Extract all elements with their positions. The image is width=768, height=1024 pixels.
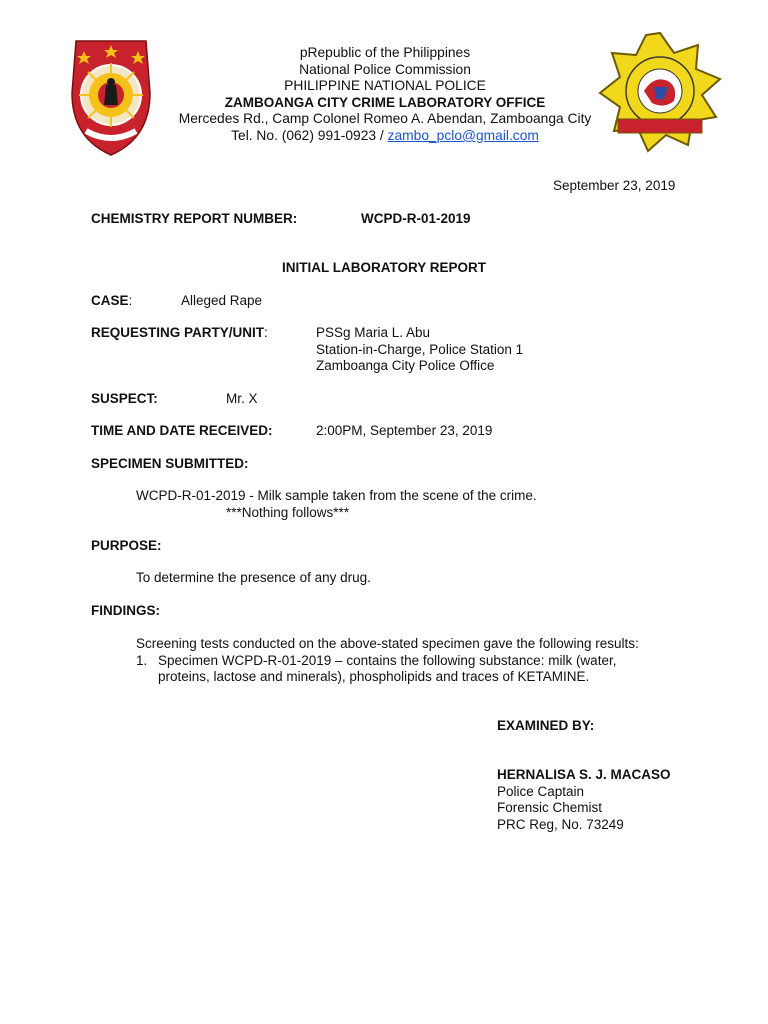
requesting-party-label: REQUESTING PARTY/UNIT xyxy=(91,325,265,340)
findings-label: FINDINGS: xyxy=(91,603,160,618)
examiner-name: HERNALISA S. J. MACASO xyxy=(497,767,671,782)
report-number-label: CHEMISTRY REPORT NUMBER: xyxy=(91,211,298,226)
telephone-number: Tel. No. (062) 991-0923 / xyxy=(231,127,388,143)
report-title: INITIAL LABORATORY REPORT xyxy=(281,260,486,275)
requesting-party-position: Station-in-Charge, Police Station 1 xyxy=(316,341,524,357)
crime-laboratory-badge-logo xyxy=(596,31,724,153)
findings-intro: Screening tests conducted on the above-stated specimen gave the following results: xyxy=(136,636,639,651)
nothing-follows: ***Nothing follows*** xyxy=(226,505,350,520)
suspect-label: SUSPECT: xyxy=(91,391,158,406)
specimen-description: WCPD-R-01-2019 - Milk sample taken from the scene of the crime. xyxy=(136,488,537,503)
specimen-label: SPECIMEN SUBMITTED: xyxy=(91,456,249,471)
examiner-prc-number: PRC Reg, No. 73249 xyxy=(497,816,624,832)
pnp-seal-logo xyxy=(66,33,156,157)
email-link[interactable]: zambo_pclo@gmail.com xyxy=(387,127,539,143)
pnp-line: PHILIPPINE NATIONAL POLICE xyxy=(284,78,486,94)
republic-line: pRepublic of the Philippines xyxy=(299,45,471,60)
purpose-text: To determine the presence of any drug. xyxy=(136,570,371,585)
received-label: TIME AND DATE RECEIVED: xyxy=(91,423,273,438)
report-number-value: WCPD-R-01-2019 xyxy=(361,211,471,226)
examiner-title: Forensic Chemist xyxy=(497,800,603,815)
case-value: Alleged Rape xyxy=(181,293,263,308)
commission-line: National Police Commission xyxy=(299,61,471,77)
office-address: Mercedes Rd., Camp Colonel Romeo A. Abendan, Zamboanga City xyxy=(178,111,592,127)
finding-item-line-2: proteins, lactose and minerals), phospholipids and traces of KETAMINE. xyxy=(158,669,590,684)
examined-by-label: EXAMINED BY: xyxy=(497,718,595,733)
letterhead xyxy=(160,45,610,145)
purpose-label: PURPOSE: xyxy=(91,538,162,553)
received-value: 2:00PM, September 23, 2019 xyxy=(316,423,493,438)
requesting-party-field xyxy=(91,325,268,340)
suspect-value: Mr. X xyxy=(226,391,258,406)
requesting-party-office: Zamboanga City Police Office xyxy=(316,358,495,373)
requesting-party-name: PSSg Maria L. Abu xyxy=(316,325,431,340)
report-date: September 23, 2019 xyxy=(553,178,676,193)
case-colon: : xyxy=(128,293,133,308)
office-name: ZAMBOANGA CITY CRIME LABORATORY OFFICE xyxy=(224,94,546,110)
case-field xyxy=(91,293,132,308)
case-label: CASE xyxy=(91,293,129,308)
requesting-party-value xyxy=(316,325,523,375)
examiner-block xyxy=(497,767,671,833)
examiner-rank: Police Captain xyxy=(497,783,585,799)
finding-item-line-1: Specimen WCPD-R-01-2019 – contains the following substance: milk (water, xyxy=(158,653,617,668)
requesting-party-colon: : xyxy=(264,325,268,340)
contact-line xyxy=(160,128,610,145)
finding-item-number: 1. xyxy=(136,653,148,668)
